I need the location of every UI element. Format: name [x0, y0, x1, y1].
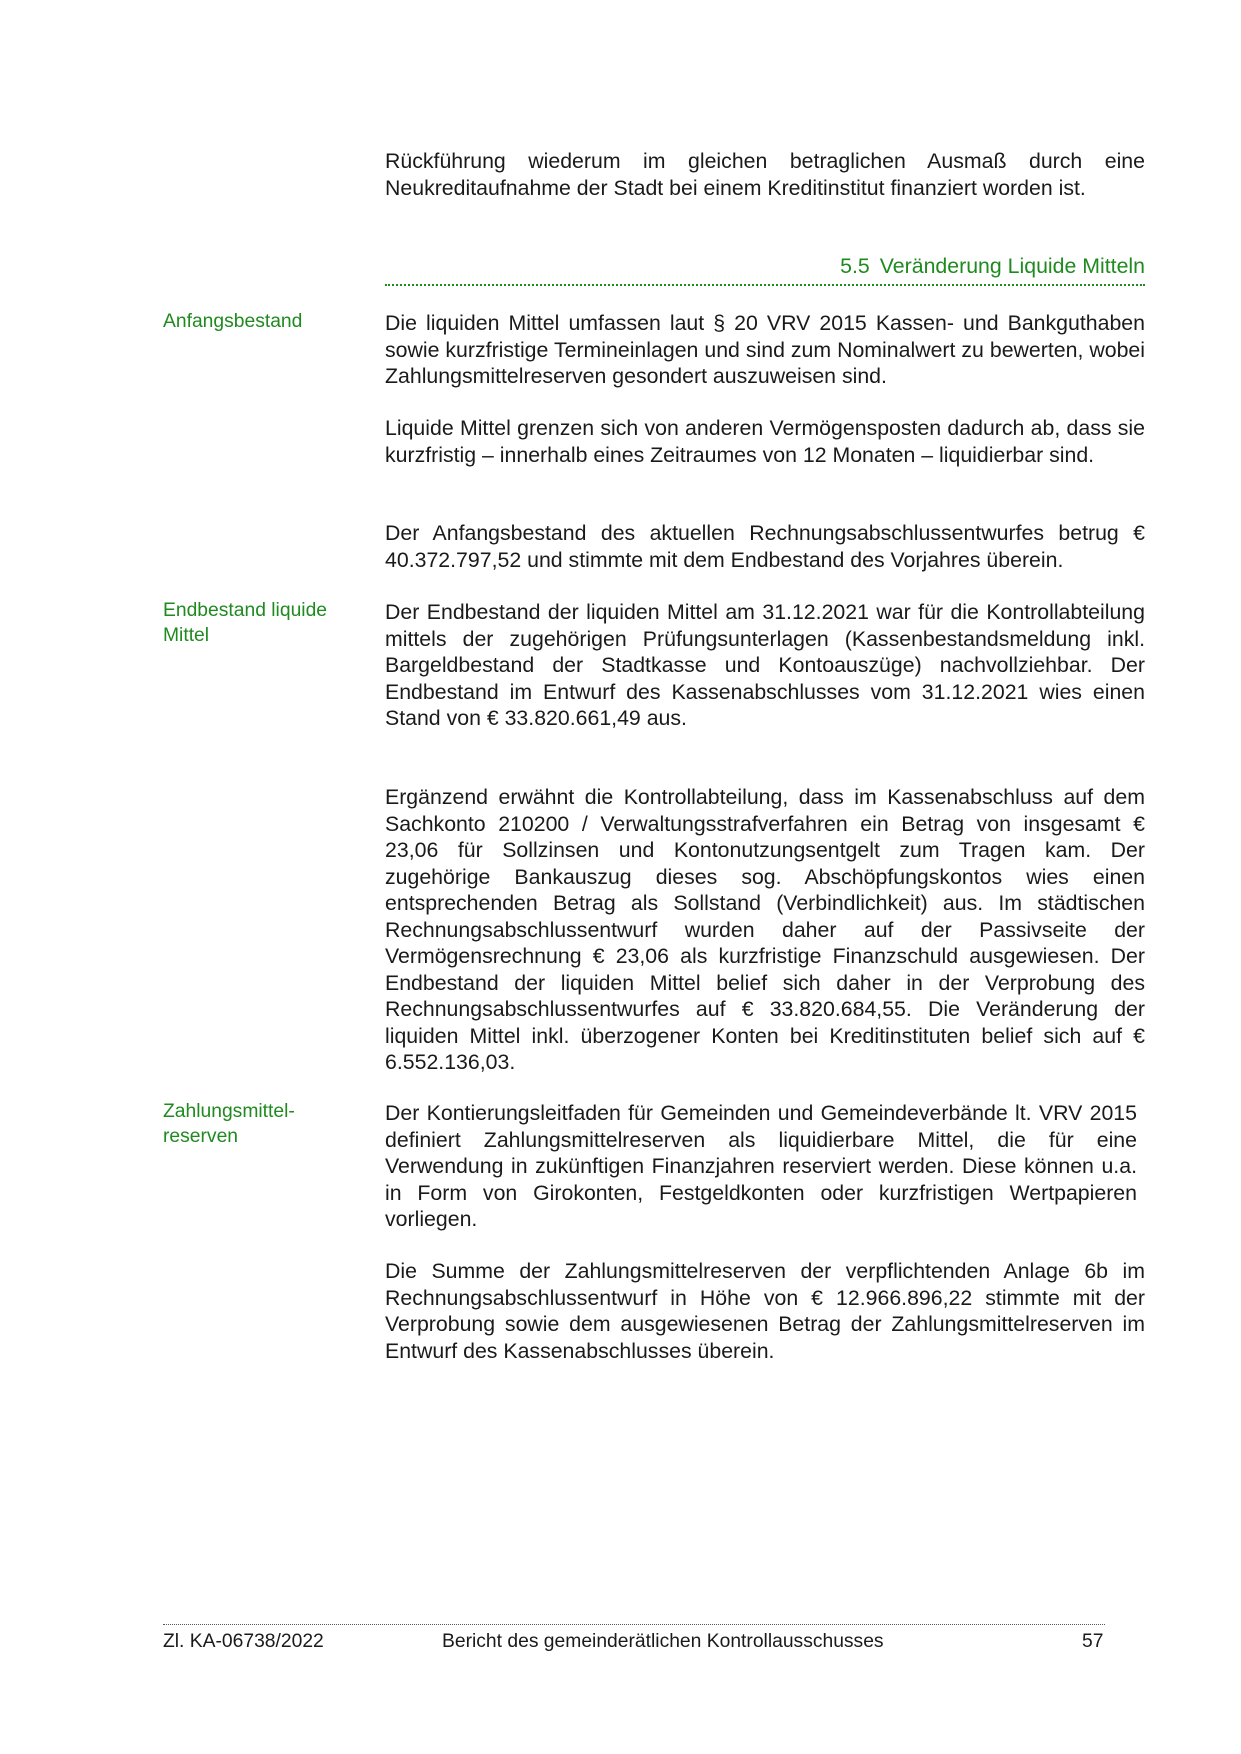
label-zahlungsmittelreserven-line1: Zahlungsmittel- — [163, 1101, 295, 1122]
paragraph-kontierungsleitfaden: Der Kontierungsleitfaden für Gemeinden und Gemeindeverbände lt. VRV 2015 definiert Zahlungsmittelreserven als liquidierbare Mittel, die für eine Verwendung in zukünftigen Finanzjahren reserviert werden. Diese können u.a. in Form von Girokonten, Festgeldkonten oder kurzfristigen Wertpapieren vorliegen. — [385, 1101, 1137, 1231]
section-divider — [385, 284, 1145, 286]
section-heading — [385, 253, 1145, 279]
paragraph-ergaenzung: Ergänzend erwähnt die Kontrollabteilung, dass im Kassenabschluss auf dem Sachkonto 210200 / Verwaltungsstrafverfahren ein Betrag von insgesamt € 23,06 für Sollzinsen und Kontonutzungsentgelt zum Tragen kam. Der zugehörige Bankauszug dieses sog. Abschöpfungskontos wies einen entsprechenden Betrag als Sollstand (Verbindlichkeit) aus. Im städtischen Rechnungsabschlussentwurf wurden daher auf der Passivseite der Vermögensrechnung € 23,06 als kurzfristige Finanzschuld ausgewiesen. Der Endbestand der liquiden Mittel belief sich daher in der Verprobung des Rechnungsabschlussentwurfes auf € 33.820.684,55. Die Veränderung der liquiden Mittel inkl. überzogener Konten bei Kreditinstituten belief sich auf € 6.552.136,03. — [385, 785, 1145, 1074]
footer-title: Bericht des gemeinderätlichen Kontrollausschusses — [442, 1631, 884, 1652]
section-number: 5.5 — [840, 254, 870, 278]
label-zahlungsmittelreserven-line2: reserven — [163, 1125, 239, 1147]
paragraph-summe-zahlungsmittelreserven: Die Summe der Zahlungsmittelreserven der verpflichtenden Anlage 6b im Rechnungsabschlussentwurf in Höhe von € 12.966.896,22 stimmte mit der Verprobung sowie dem ausgewiesenen Betrag der Zahlungsmittelreserven im Entwurf des Kassenabschlusses überein. — [385, 1259, 1145, 1363]
footer-divider — [163, 1624, 1105, 1625]
label-endbestand-line2: Mittel — [163, 624, 210, 646]
paragraph-liquide-mittel-abgrenzung: Liquide Mittel grenzen sich von anderen Vermögensposten dadurch ab, dass sie kurzfristig – innerhalb eines Zeitraumes von 12 Monaten – liquidierbar sind. — [385, 416, 1145, 467]
paragraph-anfangsbestand: Der Anfangsbestand des aktuellen Rechnungsabschlussentwurfes betrug € 40.372.797,52 und stimmte mit dem Endbestand des Vorjahres überein. — [385, 521, 1145, 572]
label-endbestand — [163, 599, 363, 648]
label-zahlungsmittelreserven — [163, 1100, 363, 1149]
paragraph-continuation: Rückführung wiederum im gleichen betraglichen Ausmaß durch eine Neukreditaufnahme der Stadt bei einem Kreditinstitut finanziert worden ist. — [385, 149, 1145, 200]
paragraph-endbestand: Der Endbestand der liquiden Mittel am 31.12.2021 war für die Kontrollabteilung mittels der zugehörigen Prüfungsunterlagen (Kassenbestandsmeldung inkl. Bargeldbestand der Stadtkasse und Kontoauszüge) nachvollziehbar. Der Endbestand im Entwurf des Kassenabschlusses vom 31.12.2021 wies einen Stand von € 33.820.661,49 aus. — [385, 600, 1145, 730]
paragraph-liquide-mittel-definition: Die liquiden Mittel umfassen laut § 20 VRV 2015 Kassen- und Bankguthaben sowie kurzfristige Termineinlagen und sind zum Nominalwert zu bewerten, wobei Zahlungsmittelreserven gesondert auszuweisen sind. — [385, 311, 1145, 388]
label-anfangsbestand: Anfangsbestand — [163, 311, 303, 332]
label-endbestand-line1: Endbestand liquide — [163, 600, 328, 621]
footer-reference: Zl. KA-06738/2022 — [163, 1631, 324, 1652]
section-title: Veränderung Liquide Mitteln — [879, 254, 1145, 278]
footer-page-number: 57 — [1082, 1631, 1104, 1652]
